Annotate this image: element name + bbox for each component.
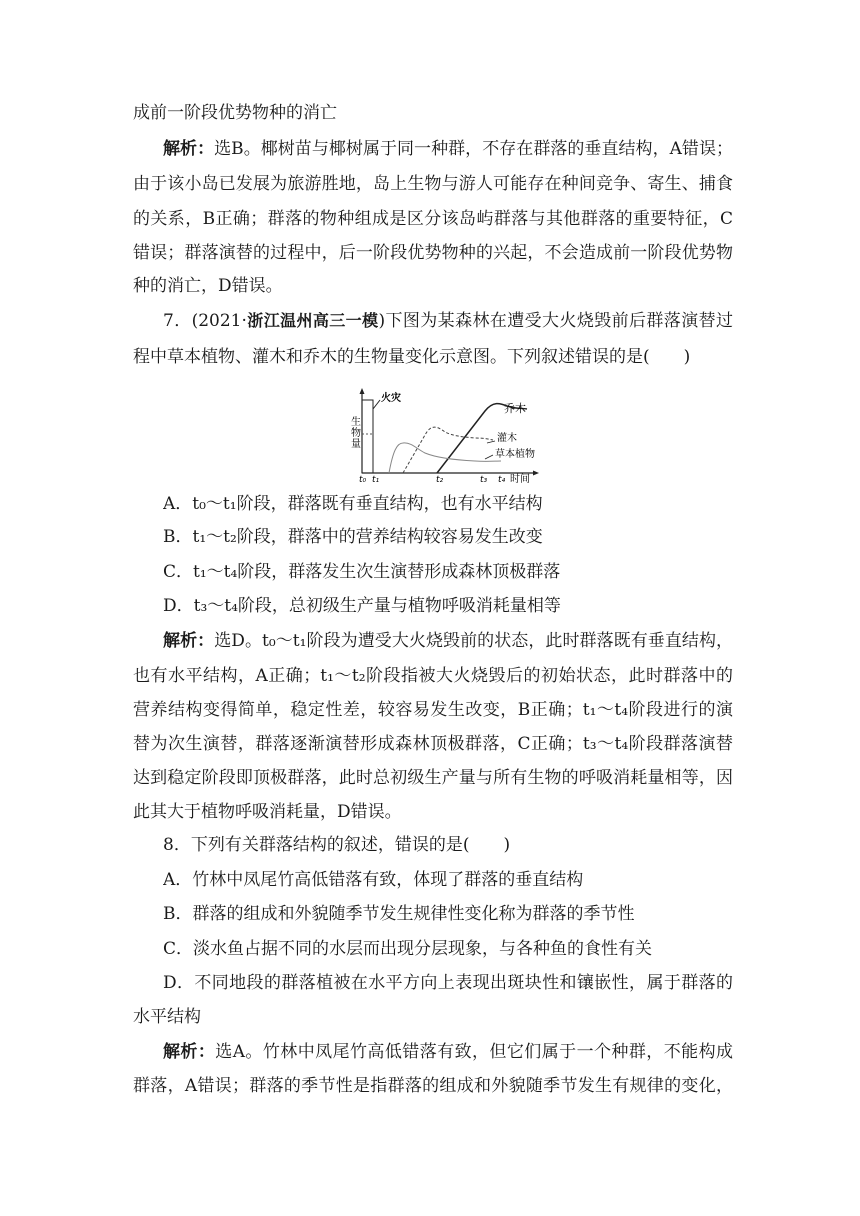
x-tick-labels xyxy=(359,475,506,483)
option-8c: C．淡水鱼占据不同的水层而出现分层现象，与各种鱼的食性有关 xyxy=(163,939,653,959)
x-axis-arrow xyxy=(533,471,539,476)
series-label-shrub: 灌木 xyxy=(497,433,517,444)
shrub-label-pointer xyxy=(487,441,495,443)
text-line: 程中草本植物、灌木和乔木的生物量变化示意图。下列叙述错误的是( ) xyxy=(133,347,691,367)
pre-fire-block xyxy=(362,400,373,473)
chart-svg xyxy=(345,387,555,483)
text-line: 群落，A错误；群落的季节性是指群落的组成和外貌随季节发生有规律的变化， xyxy=(133,1076,733,1096)
text-line: 达到稳定阶段即顶极群落，此时总初级生产量与所有生物的呼吸消耗量相等，因 xyxy=(133,768,733,788)
herb-label-pointer xyxy=(485,455,493,459)
explanation-label: 解析： xyxy=(163,139,215,159)
y-axis-label: 生物量 xyxy=(351,417,361,450)
option-8b: B．群落的组成和外貌随季节发生规律性变化称为群落的季节性 xyxy=(163,904,635,924)
fire-label: 火灾 xyxy=(381,393,401,404)
text-line: 种的消亡，D错误。 xyxy=(133,276,283,296)
x-tick-label: t₁ xyxy=(372,475,380,483)
text-line: 替为次生演替，群落逐渐演替形成森林顶极群落，C正确；t₃～t₄阶段群落演替 xyxy=(133,734,733,754)
series-label-tree: 乔木 xyxy=(504,402,526,415)
x-tick-label: t₀ xyxy=(359,475,367,483)
option-8d: D．不同地段的群落植被在水平方向上表现出斑块性和镶嵌性，属于群落的 xyxy=(163,973,733,993)
explanation-6-line xyxy=(163,137,733,161)
explanation-text: 选D。t₀～t₁阶段为遭受大火烧毁前的状态，此时群落既有垂直结构， xyxy=(214,631,733,651)
text-line: 的关系，B正确；群落的物种组成是区分该岛屿群落与其他群落的重要特征，C xyxy=(133,209,733,229)
question-source: 浙江温州高三一模 xyxy=(246,311,379,330)
option-7b: B．t₁～t₂阶段，群落中的营养结构较容易发生改变 xyxy=(163,527,543,547)
question-8-stem: 8．下列有关群落结构的叙述，错误的是( ) xyxy=(163,835,511,855)
y-axis-arrow xyxy=(360,388,365,394)
series-line-shrub xyxy=(403,427,493,473)
text-line: 此其大于植物呼吸消耗量，D错误。 xyxy=(133,802,402,822)
x-tick-label: t₂ xyxy=(436,475,444,483)
explanation-label: 解析： xyxy=(163,1042,216,1062)
biomass-succession-chart xyxy=(345,387,555,483)
explanation-7-line xyxy=(163,629,733,653)
question-text: )下图为某森林在遭受大火烧毁前后群落演替过 xyxy=(378,311,733,331)
explanation-text: 选B。椰树苗与椰树属于同一种群，不存在群落的垂直结构，A错误； xyxy=(214,139,733,159)
series-label-herb: 草本植物 xyxy=(495,449,535,460)
x-tick-label: t₃ xyxy=(480,475,488,483)
explanation-label: 解析： xyxy=(163,631,215,651)
option-8a: A．竹林中凤尾竹高低错落有致，体现了群落的垂直结构 xyxy=(163,870,584,890)
question-7-stem xyxy=(163,309,733,333)
x-axis-label: 时间 xyxy=(510,474,530,483)
text-line: 也有水平结构，A正确；t₁～t₂阶段指被大火烧毁后的初始状态，此时群落中的 xyxy=(133,666,733,686)
text-line: 营养结构变得简单，稳定性差，较容易发生改变，B正确；t₁～t₄阶段进行的演 xyxy=(133,700,733,720)
fire-pointer-line xyxy=(373,400,380,409)
explanation-8-line xyxy=(163,1040,733,1064)
option-7c: C．t₁～t₄阶段，群落发生次生演替形成森林顶极群落 xyxy=(163,562,561,582)
text-line: 成前一阶段优势物种的消亡 xyxy=(133,103,337,123)
option-7a: A．t₀～t₁阶段，群落既有垂直结构，也有水平结构 xyxy=(163,494,543,514)
text-line: 由于该小岛已发展为旅游胜地，岛上生物与游人可能存在种间竞争、寄生、捕食 xyxy=(133,174,733,194)
option-7d: D．t₃～t₄阶段，总初级生产量与植物呼吸消耗量相等 xyxy=(163,596,561,616)
text-line: 错误；群落演替的过程中，后一阶段优势物种的兴起，不会造成前一阶段优势物 xyxy=(133,243,733,263)
x-tick-label: t₄ xyxy=(498,475,506,483)
explanation-text: 选A。竹林中凤尾竹高低错落有致，但它们属于一个种群，不能构成 xyxy=(215,1042,733,1062)
question-number: 7．(2021· xyxy=(163,311,247,331)
text-line: 水平结构 xyxy=(133,1007,201,1027)
